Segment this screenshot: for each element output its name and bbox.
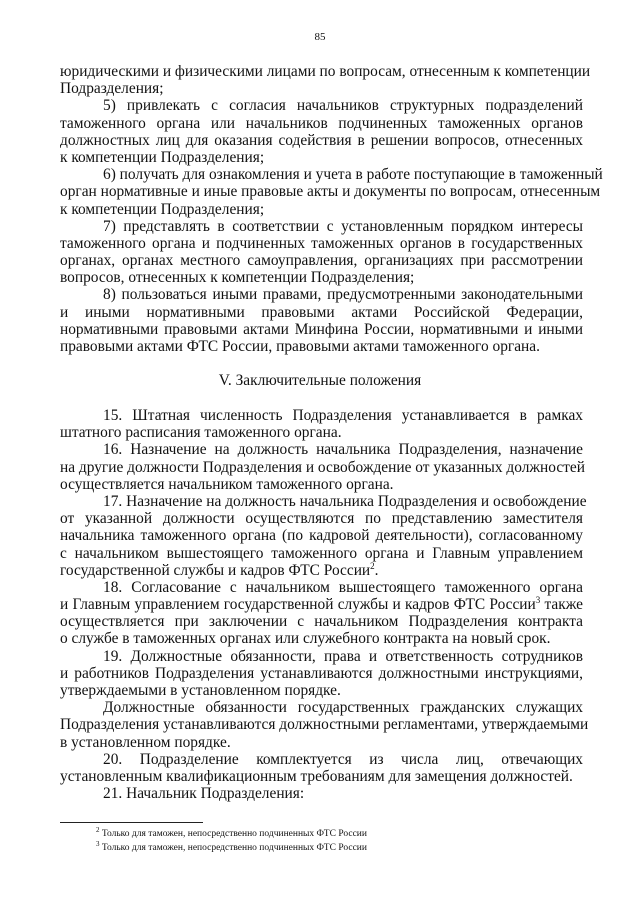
text-line: и иными нормативными правовыми актами Российской Федерации, <box>60 303 583 321</box>
footnote: $^3$ Только для таможен, непосредственно подчиненных ФТС России <box>96 839 367 853</box>
text-line: таможенного органа или начальников подчиненных таможенных органов <box>60 114 583 132</box>
text-line: юридическими и физическими лицами по вопросам, отнесенным к компетенции <box>60 63 591 80</box>
text-line: и работников Подразделения устанавливаются должностными инструкциями, <box>60 664 583 682</box>
paragraph <box>60 441 583 493</box>
text-line: орган нормативные и иные правовые акты и документы по вопросам, отнесенным <box>60 183 601 201</box>
section-rights <box>60 63 603 355</box>
paragraph <box>60 166 603 218</box>
text-line: Подразделения устанавливаются должностными регламентами, утверждаемыми <box>60 716 589 734</box>
paragraph <box>60 407 583 441</box>
footnote: $^2$ Только для таможен, непосредственно подчиненных ФТС России <box>96 825 367 839</box>
text-line: к компетенции Подразделения; <box>60 200 265 218</box>
text-line: 18. Согласование с начальником вышестоящего таможенного органа <box>103 578 583 596</box>
text-line: и Главным управлением государственной службы и кадров ФТС России$^3$ также <box>60 594 583 614</box>
text-line: установленным квалификационным требованиям для замещения должностей. <box>60 767 573 785</box>
text-line: органах, органах местного самоуправления, организациях при рассмотрении <box>60 252 583 270</box>
text-line: должностных лиц для оказания содействия в решении вопросов, отнесенных <box>60 131 583 149</box>
paragraph <box>60 751 583 785</box>
text-line: правовыми актами ФТС России, правовыми актами таможенного органа. <box>60 338 540 355</box>
text-line: осуществляется при заключении с начальником Подразделения контракта <box>60 613 583 631</box>
text-line: о службе в таможенных органах или служебного контракта на новый срок. <box>60 630 551 648</box>
paragraph <box>60 63 591 98</box>
paragraph <box>60 218 583 287</box>
text-line: 6) получать для ознакомления и учета в работе поступающие в таможенный <box>103 166 603 184</box>
paragraph <box>60 648 583 700</box>
footnote-separator <box>60 822 203 823</box>
section-final-provisions <box>60 407 589 803</box>
footnote-ref: 2 <box>370 560 375 571</box>
paragraph <box>60 286 583 355</box>
text-line: 19. Должностные обязанности, права и ответственность сотрудников <box>103 647 583 665</box>
text-line: 15. Штатная численность Подразделения устанавливается в рамках <box>103 407 583 424</box>
paragraph <box>60 785 583 802</box>
text-line: от указанной должности осуществляются по представлению заместителя <box>60 510 583 528</box>
text-line: 16. Назначение на должность начальника Подразделения, назначение <box>103 441 583 459</box>
footnote-ref: 3 <box>535 594 541 605</box>
text-line: 5) привлекать с согласия начальников структурных подразделений <box>103 97 583 115</box>
text-line: начальника таможенного органа (по кадровой деятельности), согласованному <box>60 527 583 545</box>
text-line: в установленном порядке. <box>60 733 231 751</box>
text-line: штатного расписания таможенного органа. <box>60 424 342 442</box>
text-line: вопросов, отнесенных к компетенции Подразделения; <box>60 269 415 287</box>
paragraph <box>60 97 583 166</box>
paragraph <box>60 699 589 751</box>
text-line: на другие должности Подразделения и освобождение от указанных должностей <box>60 458 585 476</box>
text-line: 8) пользоваться иными правами, предусмотренными законодательными <box>103 286 583 304</box>
paragraph <box>60 579 583 648</box>
text-line: 17. Назначение на должность начальника Подразделения и освобождение <box>103 492 587 510</box>
page-number: 85 <box>314 31 326 43</box>
text-line: 21. Начальник Подразделения: <box>103 785 305 803</box>
paragraph <box>60 492 587 579</box>
text-line: нормативными правовыми актами Минфина России, нормативными и иными <box>60 320 583 338</box>
section-heading: V. Заключительные положения <box>218 372 422 389</box>
text-line: к компетенции Подразделения; <box>60 148 265 166</box>
text-line: Подразделения; <box>60 80 164 98</box>
text-line: Должностные обязанности государственных гражданских служащих <box>103 699 583 717</box>
text-line: таможенного органа и подчиненных таможенных органов в государственных <box>60 234 583 252</box>
text-line: с начальником вышестоящего таможенного органа и Главным управлением <box>60 544 583 562</box>
text-line: государственной службы и кадров ФТС России$^2$. <box>60 560 379 579</box>
text-line: утверждаемыми в установленном порядке. <box>60 682 341 699</box>
text-line: 20. Подразделение комплектуется из числа лиц, отвечающих <box>103 750 583 768</box>
text-line: осуществляется начальником таможенного органа. <box>60 475 394 493</box>
text-line: 7) представлять в соответствии с установленным порядком интересы <box>103 217 583 235</box>
